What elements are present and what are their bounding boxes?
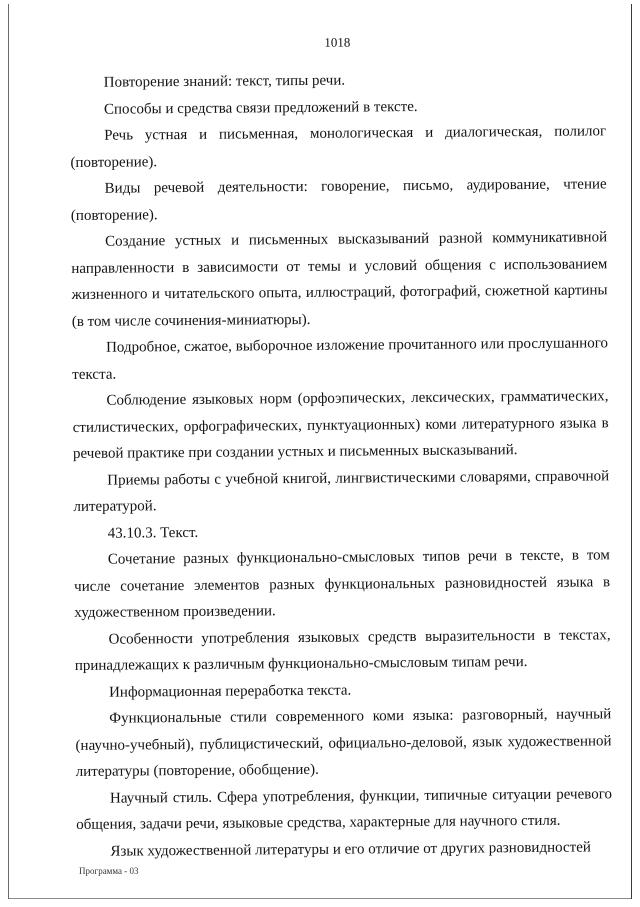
page-number: 1018 bbox=[324, 34, 351, 50]
footer-program-label: Программа - 03 bbox=[79, 866, 139, 876]
paragraph-retelling: Подробное, сжатое, выборочное изложение прочитанного или прослушанного текста. bbox=[72, 335, 609, 383]
paragraph-speech-activity: Виды речевой деятельности: говорение, письмо, аудирование, чтение (повторение). bbox=[70, 176, 607, 224]
paragraph-text-types: Сочетание разных функционально-смысловых типов речи в тексте, в том числе сочетание элементов разных функциональных разновидностей языка в художественном произведении. bbox=[74, 547, 611, 621]
body-text bbox=[70, 65, 613, 865]
section-heading: 43.10.3. Текст. bbox=[107, 524, 199, 542]
paragraph-language-norms: Соблюдение языковых норм (орфоэпических, лексических, грамматических, стилистических, орфографических, пунктуационных) коми литературного языка в речевой практике при создании устных и письменных высказываний. bbox=[72, 388, 609, 462]
paragraph-repeat-knowledge: Повторение знаний: текст, типы речи. bbox=[103, 72, 346, 91]
paragraph-functional-styles: Функциональные стили современного коми языка: разговорный, научный (научно-учебный), публицистический, официально-деловой, язык художественной литературы (повторение, обобщение). bbox=[75, 706, 612, 780]
paragraph-speech-forms: Речь устная и письменная, монологическая и диалогическая, полилог (повторение). bbox=[70, 123, 607, 171]
paragraph-expressive-means: Особенности употребления языковых средств выразительности в текстах, принадлежащих к различным функционально-смысловым типам речи. bbox=[74, 626, 611, 674]
paragraph-sentence-links: Способы и средства связи предложений в тексте. bbox=[103, 98, 418, 118]
paragraph-literary-language: Язык художественной литературы и его отличие от других разновидностей bbox=[110, 838, 591, 860]
paragraph-info-processing: Информационная переработка текста. bbox=[108, 682, 352, 701]
paragraph-scientific-style: Научный стиль. Сфера употребления, функции, типичные ситуации речевого общения, задачи речи, языковые средства, характерные для научного стиля. bbox=[76, 785, 613, 833]
paragraph-creating-statements: Создание устных и письменных высказываний разной коммуникативной направленности в зависимости от темы и условий общения с использованием жизненного и читательского опыта, иллюстраций, фотографий, сюжетной картины (в том числе сочинения-миниатюры). bbox=[71, 229, 608, 330]
paragraph-work-methods: Приемы работы с учебной книгой, лингвистическими словарями, справочной литературой. bbox=[73, 467, 610, 515]
